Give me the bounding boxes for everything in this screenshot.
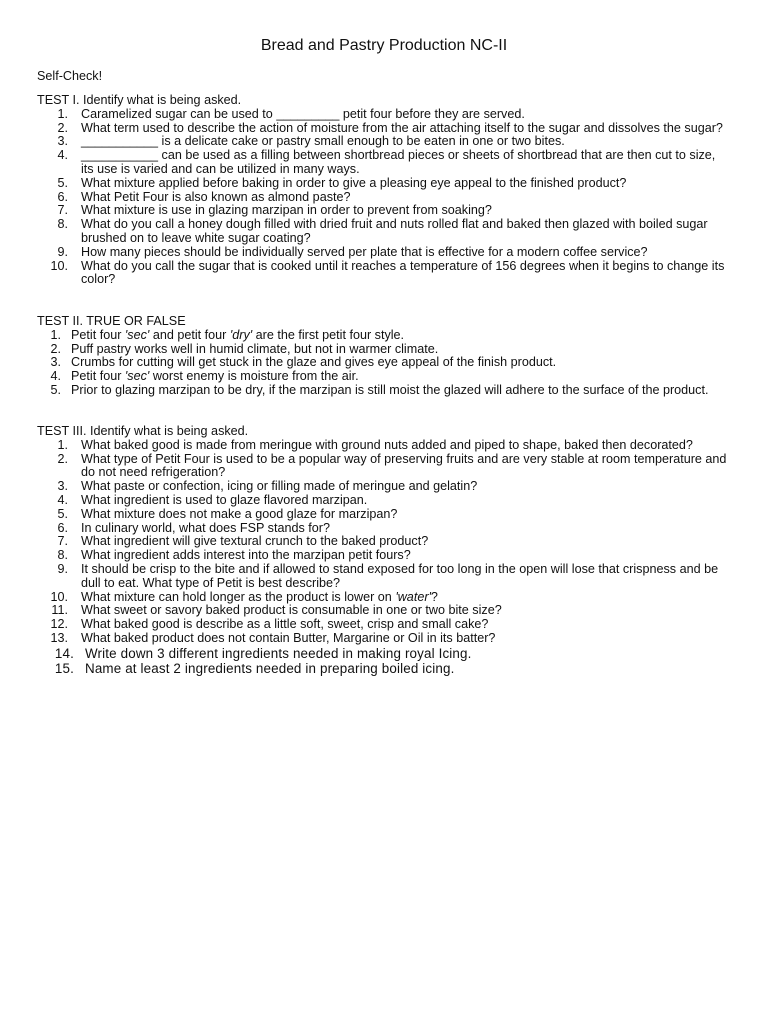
question-number: 3. xyxy=(57,479,68,494)
italic-term: 'sec' xyxy=(124,369,150,384)
question-item xyxy=(37,604,727,618)
question-number: 6. xyxy=(57,520,68,535)
question-number: 7. xyxy=(57,203,68,218)
question-number: 15. xyxy=(54,661,74,677)
test-3-questions xyxy=(37,439,727,677)
question-item xyxy=(37,260,727,288)
question-item xyxy=(37,453,727,481)
question-item xyxy=(37,618,727,632)
question-text: Prior to glazing marzipan to be dry, if the marzipan is still moist the glazed will adhere to the surface of the product. xyxy=(71,382,709,397)
question-number: 14. xyxy=(54,645,74,661)
question-text: What term used to describe the action of moisture from the air attaching itself to the sugar and dissolves the sugar? xyxy=(81,120,723,135)
question-number: 11. xyxy=(51,603,68,618)
question-text: In culinary world, what does FSP stands for? xyxy=(81,520,330,535)
question-text: What sweet or savory baked product is consumable in one or two bite size? xyxy=(81,603,502,618)
question-item xyxy=(37,218,727,246)
question-text: Caramelized sugar can be used to _________ petit four before they are served. xyxy=(81,106,525,121)
question-item xyxy=(37,370,727,384)
question-number: 1. xyxy=(50,327,61,342)
question-text: Name at least 2 ingredients needed in preparing boiled icing. xyxy=(85,661,455,677)
question-text: What baked product does not contain Butter, Margarine or Oil in its batter? xyxy=(81,630,496,645)
question-item xyxy=(37,661,727,677)
question-number: 10. xyxy=(50,258,68,273)
question-item xyxy=(37,177,727,191)
test-2-questions xyxy=(37,329,727,398)
italic-term: 'sec' xyxy=(124,327,150,342)
question-number: 2. xyxy=(50,341,61,356)
question-item xyxy=(37,439,727,453)
question-text: What do you call a honey dough filled with dried fruit and nuts rolled flat and baked then glazed with boiled sugar brushed on to leave white sugar coating? xyxy=(81,217,708,245)
question-item xyxy=(37,343,727,357)
question-number: 5. xyxy=(57,506,68,521)
test-1-questions xyxy=(37,108,727,287)
question-item xyxy=(37,632,727,646)
question-item xyxy=(37,522,727,536)
question-text: What mixture does not make a good glaze for marzipan? xyxy=(81,506,398,521)
test-3-heading: TEST III. Identify what is being asked. xyxy=(37,424,249,438)
question-number: 2. xyxy=(57,451,68,466)
question-text: Crumbs for cutting will get stuck in the glaze and gives eye appeal of the finish product. xyxy=(71,355,557,370)
question-text: What ingredient adds interest into the marzipan petit fours? xyxy=(81,548,411,563)
question-number: 8. xyxy=(57,548,68,563)
question-number: 9. xyxy=(57,561,68,576)
question-item xyxy=(37,646,727,662)
question-number: 2. xyxy=(57,120,68,135)
question-item xyxy=(37,494,727,508)
question-text: Puff pastry works well in humid climate, but not in warmer climate. xyxy=(71,341,439,356)
question-item xyxy=(37,204,727,218)
test-3-section xyxy=(37,425,727,677)
question-text: ___________ can be used as a filling between shortbread pieces or sheets of shortbread that are then cut to size, its use is varied and can be utilized in many ways. xyxy=(81,148,716,176)
question-item xyxy=(37,122,727,136)
question-item xyxy=(37,149,727,177)
question-number: 6. xyxy=(57,189,68,204)
question-number: 8. xyxy=(57,217,68,232)
question-number: 10. xyxy=(50,589,68,604)
question-text: What do you call the sugar that is cooked until it reaches a temperature of 156 degrees when it begins to change its color? xyxy=(81,258,725,287)
question-number: 9. xyxy=(57,244,68,259)
question-text: What ingredient will give textural crunch to the baked product? xyxy=(81,534,429,549)
page-title: Bread and Pastry Production NC-II xyxy=(260,37,508,54)
self-check-label: Self-Check! xyxy=(37,69,103,83)
question-text: What mixture applied before baking in order to give a pleasing eye appeal to the finished product? xyxy=(81,175,627,190)
question-text: What Petit Four is also known as almond paste? xyxy=(81,189,351,204)
test-1-section xyxy=(37,94,727,287)
test-1-heading: TEST I. Identify what is being asked. xyxy=(37,93,242,107)
question-item xyxy=(37,329,727,343)
question-number: 4. xyxy=(57,148,68,163)
question-text: What type of Petit Four is used to be a popular way of preserving fruits and are very stable at room temperature and do not need refrigeration? xyxy=(81,451,727,480)
question-item xyxy=(37,384,727,398)
question-text: What mixture is use in glazing marzipan in order to prevent from soaking? xyxy=(81,203,492,218)
question-item xyxy=(37,356,727,370)
italic-term: 'water' xyxy=(395,589,431,604)
test-2-section xyxy=(37,315,727,398)
question-text: How many pieces should be individually served per plate that is effective for a modern coffee service? xyxy=(81,244,648,259)
question-number: 13. xyxy=(50,630,68,645)
question-number: 7. xyxy=(57,534,68,549)
question-number: 5. xyxy=(57,175,68,190)
question-item xyxy=(37,549,727,563)
question-item xyxy=(37,135,727,149)
question-text: Petit four 'sec' and petit four 'dry' are the first petit four style. xyxy=(71,327,405,342)
question-number: 4. xyxy=(57,492,68,507)
question-text: What baked good is made from meringue with ground nuts added and piped to shape, baked then decorated? xyxy=(81,437,693,452)
question-number: 3. xyxy=(57,134,68,149)
question-item xyxy=(37,591,727,605)
question-item xyxy=(37,191,727,205)
question-text: What mixture can hold longer as the product is lower on 'water'? xyxy=(81,589,438,604)
question-number: 3. xyxy=(50,355,61,370)
question-item xyxy=(37,508,727,522)
question-item xyxy=(37,563,727,591)
question-item xyxy=(37,246,727,260)
test-2-heading: TEST II. TRUE OR FALSE xyxy=(37,314,186,328)
question-text: What baked good is describe as a little soft, sweet, crisp and small cake? xyxy=(81,617,489,632)
question-item xyxy=(37,108,727,122)
question-number: 1. xyxy=(57,437,68,452)
question-text: What paste or confection, icing or filling made of meringue and gelatin? xyxy=(81,479,478,494)
question-text: What ingredient is used to glaze flavored marzipan. xyxy=(81,492,368,507)
question-number: 1. xyxy=(57,106,68,121)
question-text: Write down 3 different ingredients needed in making royal Icing. xyxy=(85,645,472,661)
question-number: 12. xyxy=(50,617,68,632)
question-text: Petit four 'sec' worst enemy is moisture from the air. xyxy=(71,369,359,384)
question-number: 5. xyxy=(50,382,61,397)
question-text: ___________ is a delicate cake or pastry small enough to be eaten in one or two bites. xyxy=(81,134,565,149)
question-item xyxy=(37,480,727,494)
question-text: It should be crisp to the bite and if allowed to stand exposed for too long in the open will lose that crispness and be dull to eat. What type of Petit is best describe? xyxy=(81,561,719,590)
question-item xyxy=(37,535,727,549)
italic-term: 'dry' xyxy=(229,327,253,342)
question-number: 4. xyxy=(50,369,61,384)
